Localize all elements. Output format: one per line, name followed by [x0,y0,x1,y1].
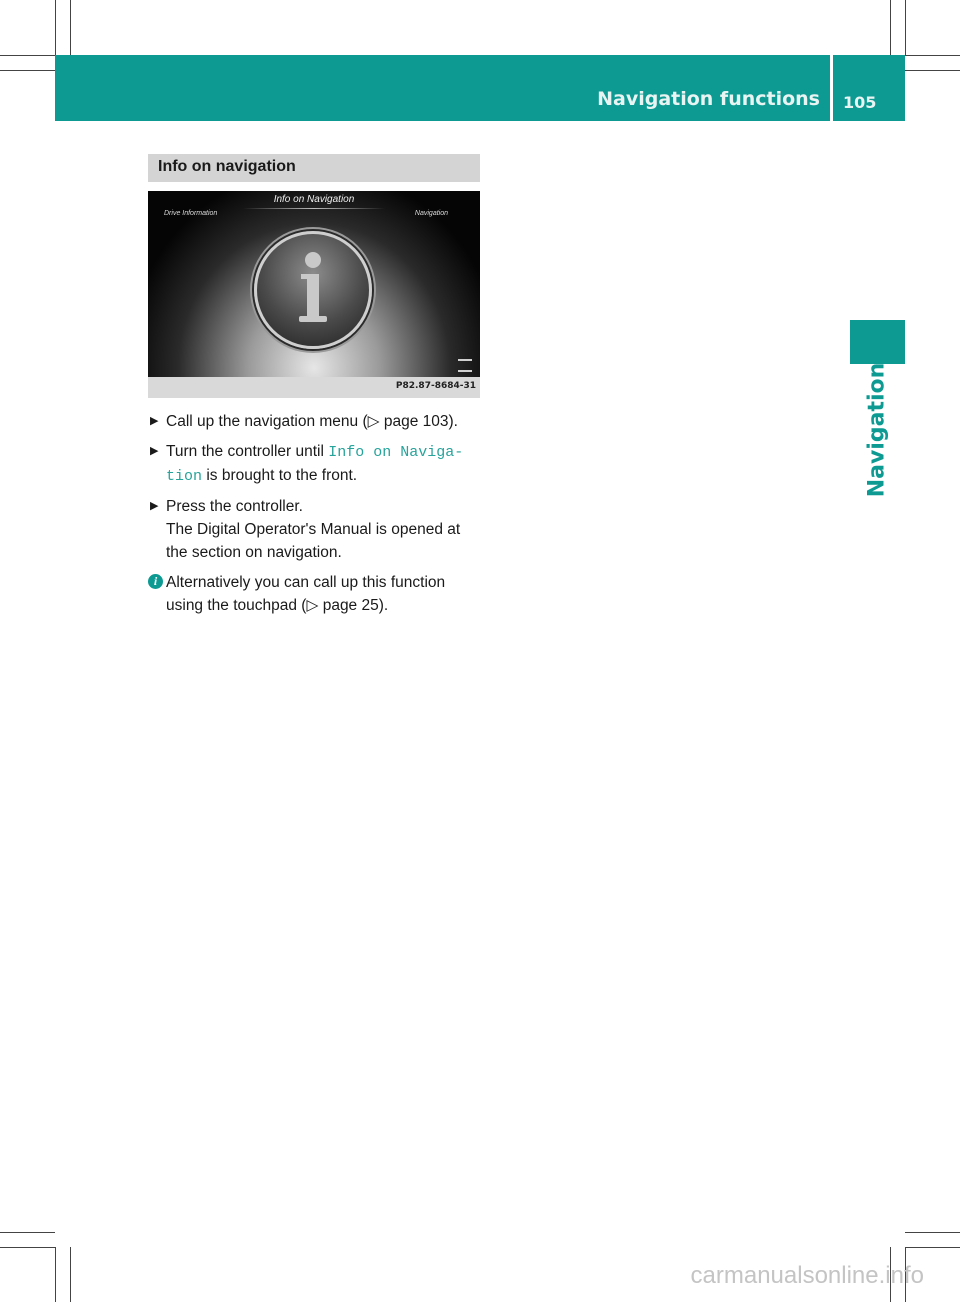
step-item [148,495,482,564]
watermark: carmanualsonline.info [690,1262,924,1289]
step-text: page 103). [379,413,458,430]
step-item [148,440,482,488]
section-heading-text: Info on navigation [158,158,296,175]
crop-mark [55,1247,56,1302]
step-item [148,410,482,433]
crop-mark [905,1247,960,1248]
crop-mark [70,0,71,55]
info-icon [254,231,372,349]
section-heading [148,154,480,182]
screen-title-underline [243,208,385,209]
menu-item-code: tion [166,468,203,485]
step-text: is brought to the front. [202,467,358,484]
step-arrow-icon: ▶ [150,500,159,512]
page-number: 105 [843,93,877,112]
crop-mark [905,55,960,56]
header-divider [830,55,833,121]
step-arrow-icon: ▶ [150,445,159,457]
info-icon-foot [299,316,327,322]
menu-item-code: Info on Naviga‐ [328,444,464,461]
side-tab-label: Navigation [864,362,890,498]
crop-mark [55,0,56,55]
crop-mark [70,1247,71,1302]
crop-mark [0,70,55,71]
screen-menu-left: Drive Information [164,210,218,217]
step-text: Press the controller. [166,498,303,515]
crop-mark [905,70,960,71]
crop-mark [0,1247,55,1248]
header-title: Navigation functions [597,88,820,110]
note-text: Alternatively you can call up this function using the touchpad ( [166,574,446,614]
crop-mark [905,1232,960,1233]
step-result-text: The Digital Operator's Manual is opened at the section on navigation. [166,521,461,561]
crop-mark [890,0,891,55]
back-icon [458,359,472,372]
info-note [148,571,482,617]
display-screen [148,191,480,377]
info-icon-dot [305,252,321,268]
info-icon-stem [307,274,319,318]
screen-title: Info on Navigation [273,194,355,205]
step-text: Turn the controller until [166,443,329,460]
page-ref-arrow-icon: ▷ [306,597,319,614]
step-arrow-icon: ▶ [150,415,159,427]
screen-menu-right: Navigation [414,210,448,217]
page-ref-arrow-icon: ▷ [367,413,380,430]
step-text: Call up the navigation menu ( [166,413,368,430]
crop-mark [0,55,55,56]
figure-code: P82.87-8684-31 [395,381,476,391]
instruction-steps [148,410,482,617]
crop-mark [905,0,906,55]
note-text: page 25). [318,597,389,614]
info-note-icon: i [148,574,163,589]
side-tab [850,320,905,364]
screen-figure [148,191,480,398]
crop-mark [0,1232,55,1233]
